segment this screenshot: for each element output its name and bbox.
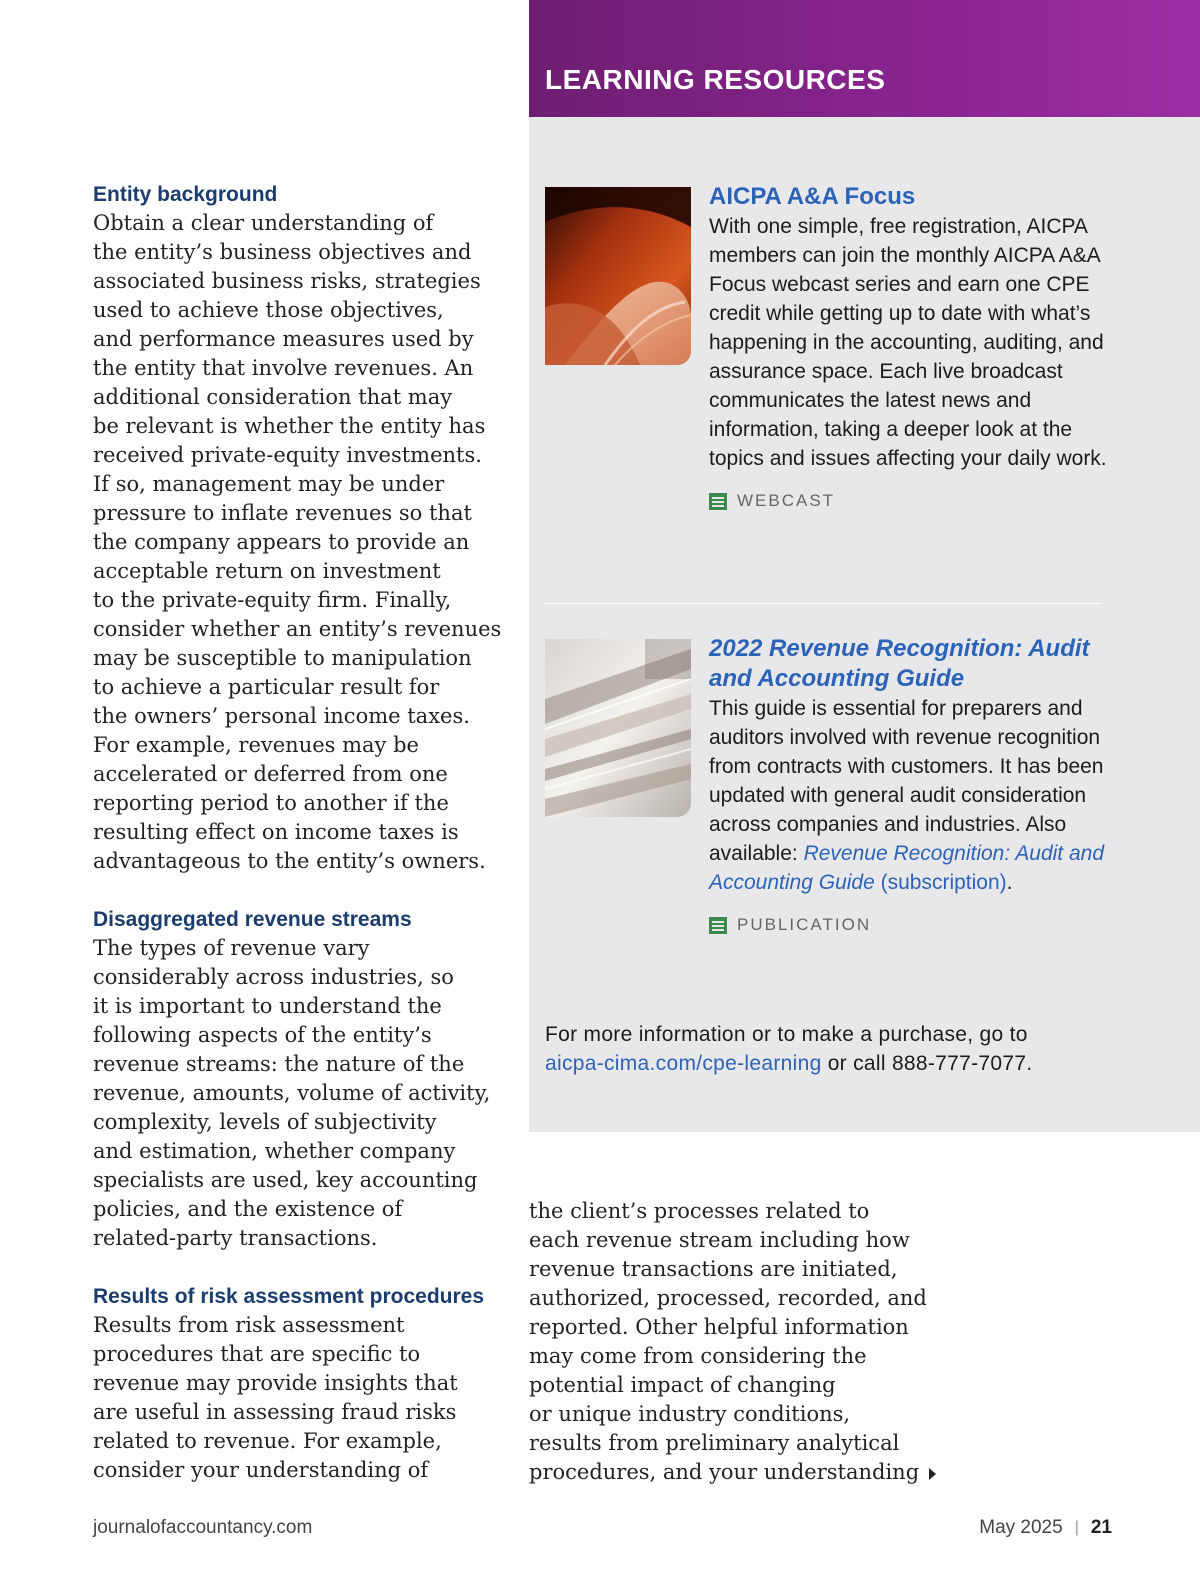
section-heading-disaggregated-revenue: Disaggregated revenue streams — [93, 908, 412, 931]
escalator-image — [545, 639, 691, 817]
resource-aicpa-focus — [709, 182, 1109, 511]
cpe-learning-link[interactable]: aicpa-cima.com/cpe-learning — [545, 1052, 822, 1075]
resource-description: This guide is essential for preparers and auditors involved with revenue recognition from contracts with customers. It has been updated with general audit consideration across companies and industries. Also available: Revenue Recognition: Audit and Accounting Guide (subscription). — [709, 697, 1104, 894]
section-body-risk-assessment: Results from risk assessment procedures that are specific to revenue may provide insights that are useful in assessing fraud risks related to revenue. For example, consider your understanding of — [93, 1313, 458, 1482]
subscription-link[interactable]: (subscription) — [874, 871, 1007, 894]
document-icon — [709, 493, 727, 510]
resource-type-label: PUBLICATION — [737, 915, 872, 934]
resource-type-tag — [709, 491, 1109, 511]
section-body-entity-background: Obtain a clear understanding of the entity’s business objectives and associated business risks, strategies used to achieve those objectives, and performance measures used by the entity that involve revenues. An additional consideration that may be relevant is whether the entity has received private-equity investments. If so, management may be under pressure to inflate revenues so that the company appears to provide an acceptable return on investment to the private-equity firm. Finally, consider whether an entity’s revenues may be susceptible to manipulation to achieve a particular result for the owners’ personal income taxes. For example, revenues may be accelerated or deferred from one reporting period to another if the resulting effect on income taxes is advantageous to the entity’s owners. — [93, 211, 502, 873]
left-column — [93, 180, 513, 1485]
resource-title[interactable]: AICPA A&A Focus — [709, 183, 916, 210]
resource-revenue-recognition-guide — [709, 634, 1129, 935]
issue-date: May 2025 — [979, 1517, 1063, 1538]
section-body-disaggregated-revenue: The types of revenue vary considerably across industries, so it is important to understand the following aspects of the entity’s revenue streams: the nature of the revenue, amounts, volume of activity, complexity, levels of subjectivity and estimation, whether company specialists are used, key accounting policies, and the existence of related-party transactions. — [93, 936, 491, 1250]
document-icon — [709, 917, 727, 934]
section-heading-entity-background: Entity background — [93, 183, 278, 206]
section-heading-risk-assessment: Results of risk assessment procedures — [93, 1285, 485, 1308]
continue-arrow-icon — [929, 1468, 936, 1480]
more-info-text: For more information or to make a purchase, go to aicpa-cima.com/cpe-learning or call 888-777-7077. — [545, 1023, 1033, 1075]
canyon-sandstone-image — [545, 187, 691, 365]
learning-resources-sidebar — [529, 0, 1200, 1132]
footer-separator: | — [1074, 1519, 1079, 1536]
resource-title[interactable]: 2022 Revenue Recognition: Audit and Accounting Guide — [709, 635, 1090, 692]
footer-website: journalofaccountancy.com — [93, 1517, 313, 1538]
resource-divider — [545, 603, 1101, 604]
resource-type-tag — [709, 915, 1129, 935]
footer-page-info — [979, 1517, 1112, 1539]
guide-link[interactable]: Revenue Recognition: Audit and Accounting Guide — [709, 842, 1104, 894]
resource-type-label: WEBCAST — [737, 491, 836, 510]
right-column — [529, 1197, 969, 1487]
resource-description: With one simple, free registration, AICPA members can join the monthly AICPA A&A Focus webcast series and earn one CPE credit while getting up to date with what’s happening in the accounting, auditing, and assurance space. Each live broadcast communicates the latest news and information, taking a deeper look at the topics and issues affecting your daily work. — [709, 215, 1107, 470]
page-number: 21 — [1090, 1517, 1112, 1538]
continuation-body: the client’s processes related to each revenue stream including how revenue transactions are initiated, authorized, processed, recorded, and reported. Other helpful information may come from considering the potential impact of changing or unique industry conditions, results from preliminary analytical procedures, and your understanding — [529, 1197, 969, 1487]
sidebar-header — [529, 0, 1200, 117]
sidebar-title: LEARNING RESOURCES — [545, 64, 886, 95]
